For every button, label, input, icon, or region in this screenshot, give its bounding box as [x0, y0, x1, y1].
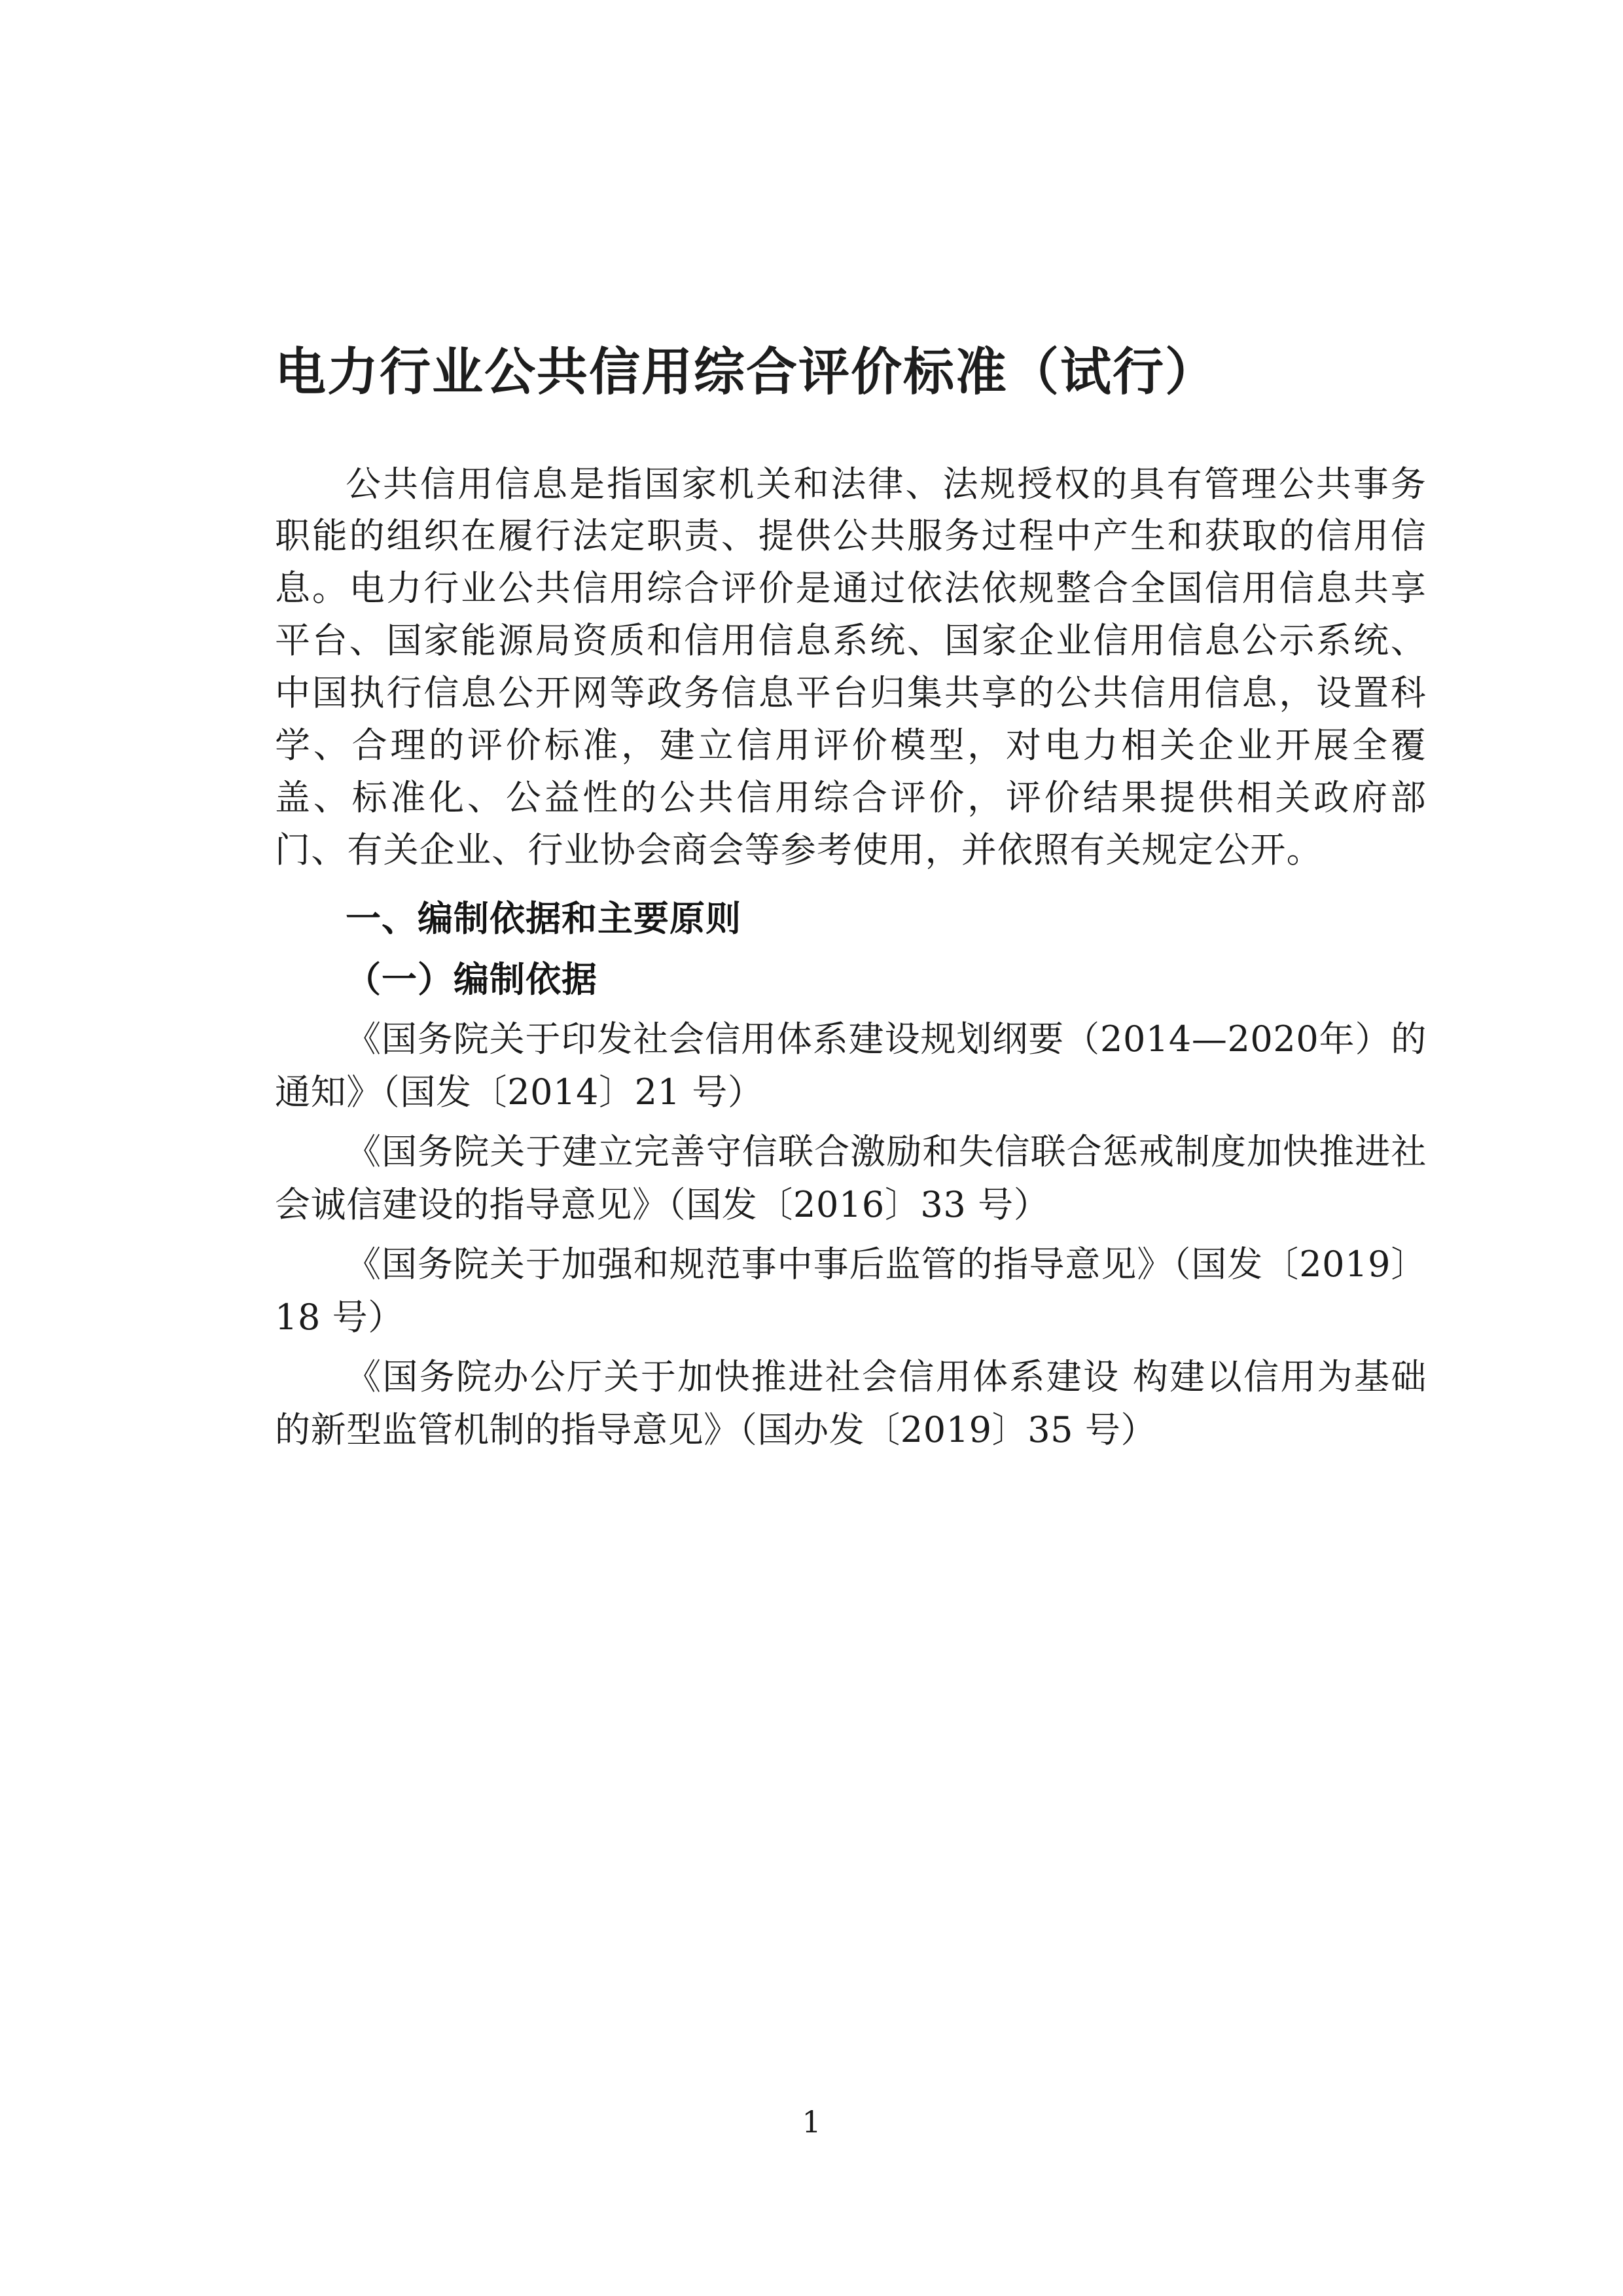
reference-item: 《国务院办公厅关于加快推进社会信用体系建设 构建以信用为基础的新型监管机制的指导意见》（国办发〔2019〕35 号） — [275, 1356, 1427, 1451]
page-content — [275, 340, 1427, 1463]
reference-item: 《国务院关于加强和规范事中事后监管的指导意见》（国发〔2019〕18 号） — [275, 1244, 1427, 1338]
reference-item: 《国务院关于建立完善守信联合激励和失信联合惩戒制度加快推进社会诚信建设的指导意见》（国发〔2016〕33 号） — [275, 1131, 1427, 1226]
subsection-heading: （一）编制依据 — [346, 958, 597, 1001]
reference-item: 《国务院关于印发社会信用体系建设规划纲要（2014—2020年）的通知》（国发〔2014〕21 号） — [275, 1018, 1427, 1113]
intro-paragraph: 公共信用信息是指国家机关和法律、法规授权的具有管理公共事务职能的组织在履行法定职责、提供公共服务过程中产生和获取的信用信息。电力行业公共信用综合评价是通过依法依规整合全国信用信息共享平台、国家能源局资质和信用信息系统、国家企业信用信息公示系统、中国执行信息公开网等政务信息平台归集共享的公共信用信息，设置科学、合理的评价标准，建立信用评价模型，对电力相关企业开展全覆盖、标准化、公益性的公共信用综合评价，评价结果提供相关政府部门、有关企业、行业协会商会等参考使用，并依照有关规定公开。 — [275, 463, 1427, 870]
page-number: 1 — [802, 2104, 821, 2140]
page-title: 电力行业公共信用综合评价标准（试行） — [275, 342, 1218, 402]
section-heading: 一、编制依据和主要原则 — [346, 897, 741, 939]
